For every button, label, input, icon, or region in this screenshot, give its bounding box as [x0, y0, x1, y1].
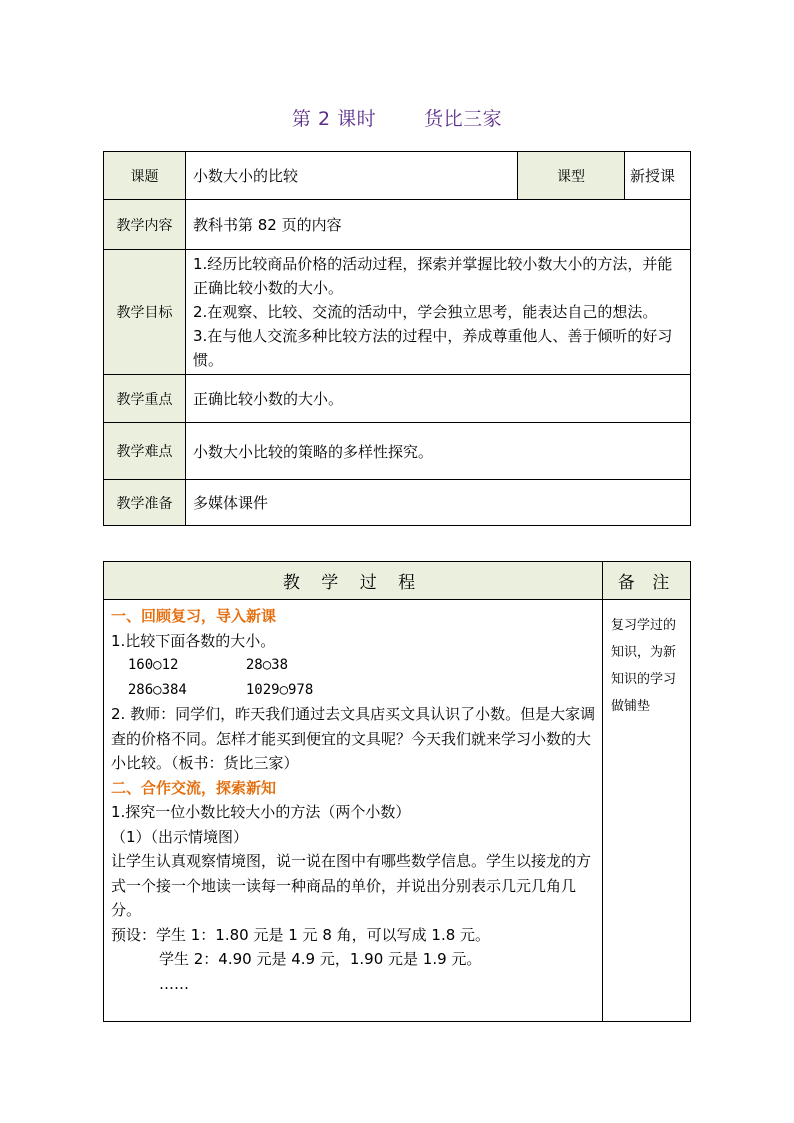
goal-list — [186, 250, 691, 375]
process-content — [104, 600, 603, 1022]
process-line: 让学生认真观察情境图，说一说在图中有哪些数学信息。学生以接龙的方式一个接一个地读一读每一种商品的单价，并说出分别表示几元几角几分。 — [111, 852, 592, 919]
notes-header: 备 注 — [603, 562, 691, 600]
process-line: …… — [159, 974, 189, 993]
lesson-info-table — [103, 151, 691, 526]
process-header: 教 学 过 程 — [104, 562, 603, 600]
preparation-value: 多媒体课件 — [186, 480, 691, 526]
goal-item: 3.在与他人交流多种比较方法的过程中，养成尊重他人、善于倾听的好习惯。 — [193, 327, 673, 369]
section-heading: 二、合作交流，探索新知 — [111, 778, 277, 797]
process-line: 2. 教师：同学们，昨天我们通过去文具店买文具认识了小数。但是大家调查的价格不同。怎样才能买到便宜的文具呢？今天我们就来学习小数的大小比较。（板书：货比三家） — [111, 705, 596, 772]
goal-label: 教学目标 — [104, 250, 186, 375]
notes-content: 复习学过的知识，为新知识的学习做铺垫 — [603, 600, 691, 1022]
topic-label: 课题 — [104, 152, 186, 200]
teaching-process-table — [103, 561, 691, 1022]
lesson-number: 第 2 课时 — [291, 108, 377, 130]
process-line: （1）（出示情境图） — [111, 827, 249, 846]
key-point-label: 教学重点 — [104, 375, 186, 423]
difficulty-value: 小数大小比较的策略的多样性探究。 — [186, 423, 691, 480]
process-line: 1.比较下面各数的大小。 — [111, 631, 276, 650]
key-point-value: 正确比较小数的大小。 — [186, 375, 691, 423]
difficulty-label: 教学难点 — [104, 423, 186, 480]
goal-item: 1.经历比较商品价格的活动过程，探索并掌握比较小数大小的方法，并能正确比较小数的大小。 — [193, 255, 673, 297]
process-line: 预设：学生 1：1.80 元是 1 元 8 角，可以写成 1.8 元。 — [111, 925, 491, 944]
process-line: 1.探究一位小数比较大小的方法（两个小数） — [111, 803, 411, 821]
preparation-label: 教学准备 — [104, 480, 186, 526]
topic-value: 小数大小的比较 — [186, 152, 518, 200]
number-compare-row: 160○12 28○38 — [127, 657, 289, 673]
page-title — [0, 104, 794, 131]
content-label: 教学内容 — [104, 200, 186, 250]
goal-item: 2.在观察、比较、交流的活动中，学会独立思考，能表达自己的想法。 — [193, 303, 658, 321]
content-value: 教科书第 82 页的内容 — [186, 200, 691, 250]
process-line: 学生 2：4.90 元是 4.9 元，1.90 元是 1.9 元。 — [159, 950, 482, 968]
type-value: 新授课 — [625, 152, 691, 200]
type-label: 课型 — [518, 152, 625, 200]
section-heading: 一、回顾复习，导入新课 — [111, 607, 277, 625]
number-compare-row: 286○384 1029○978 — [127, 681, 314, 698]
lesson-topic: 货比三家 — [424, 108, 503, 130]
